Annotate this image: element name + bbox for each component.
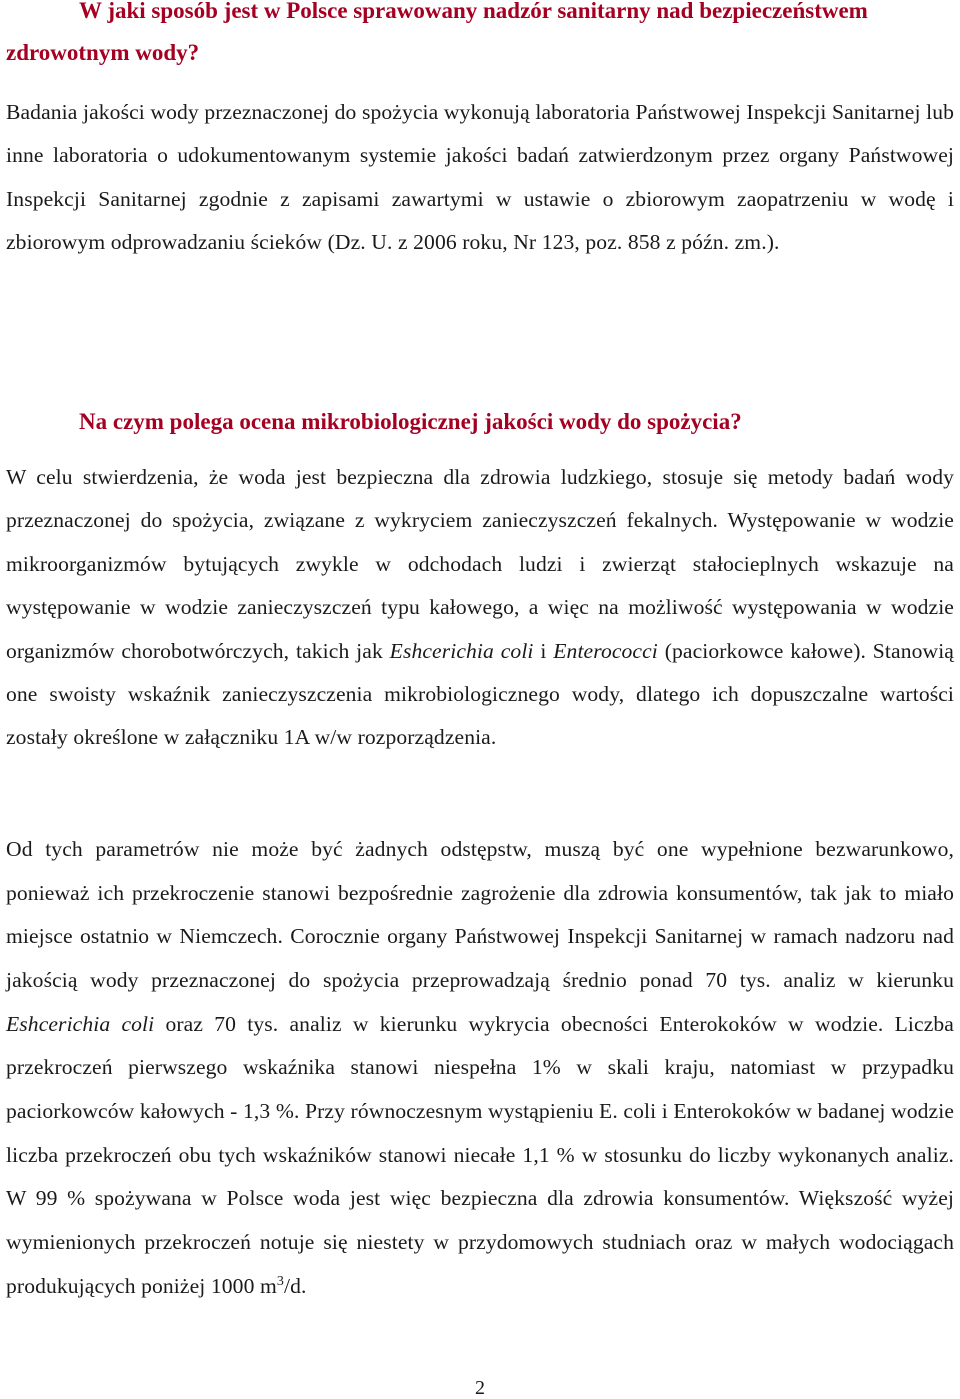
page-number: 2	[475, 1377, 485, 1399]
species-name-ecoli: Eshcerichia coli	[389, 638, 534, 663]
paragraph-fecal-contamination	[6, 456, 954, 760]
paragraph-3-text-end: /d.	[283, 1273, 307, 1298]
paragraph-3-text-middle: oraz 70 tys. analiz w kierunku wykrycia obecności Enterokoków w wodzie. Liczba przekroczeń pierwszego wskaźnika stanowi niespełna 1% w skali kraju, natomiast w przypadku paciorkowców kałowych - 1,3 %. Przy równoczesnym wystąpieniu E. coli i Enterokoków w badanej wodzie liczba przekroczeń obu tych wskaźników stanowi niecałe 1,1 % w stosunku do liczby wykonanych analiz. W 99 % spożywana w Polsce woda jest więc bezpieczna dla zdrowia konsumentów. Większość wyżej wymienionych przekroczeń notuje się niestety w przydomowych studniach oraz w małych wodociągach produkujących poniżej 1000 m	[6, 1011, 954, 1298]
paragraph-2-text-end: (paciorkowce kałowe). Stanowią one swoisty wskaźnik zanieczyszczenia mikrobiologicznego wody, dlatego ich dopuszczalne wartości zostały określone w załączniku 1A w/w rozporządzenia.	[6, 638, 954, 750]
paragraph-2-text-connector: i	[533, 638, 554, 663]
paragraph-inspection-statistics	[6, 828, 954, 1308]
species-name-ecoli-2: Eshcerichia coli	[6, 1011, 155, 1036]
paragraph-3-text-start: Od tych parametrów nie może być żadnych odstępstw, muszą być one wypełnione bezwarunkowo, ponieważ ich przekroczenie stanowi bezpośrednie zagrożenie dla zdrowia konsumentów, tak jak to miało miejsce ostatnio w Niemczech. Corocznie organy Państwowej Inspekcji Sanitarnej w ramach nadzoru nad jakością wody przeznaczonej do spożycia przeprowadzają średnio ponad 70 tys. analiz w kierunku	[6, 837, 954, 992]
section-heading-microbiological-assessment: Na czym polega ocena mikrobiologicznej jakości wody do spożycia?	[79, 409, 742, 434]
species-name-enterococci: Enterococci	[553, 638, 658, 663]
unit-superscript: 3	[276, 1273, 284, 1289]
paragraph-laboratory-testing: Badania jakości wody przeznaczonej do spożycia wykonują laboratoria Państwowej Inspekcji Sanitarnej lub inne laboratoria o udokumentowanym systemie jakości badań zatwierdzonym przez organy Państwowej Inspekcji Sanitarnej zgodnie z zapisami zawartymi w ustawie o zbiorowym zaopatrzeniu w wodę i zbiorowym odprowadzaniu ścieków (Dz. U. z 2006 roku, Nr 123, poz. 858 z późn. zm.).	[6, 100, 954, 254]
paragraph-2-text-start: W celu stwierdzenia, że woda jest bezpieczna dla zdrowia ludzkiego, stosuje się metody badań wody przeznaczonej do spożycia, związane z wykryciem zanieczyszczeń fekalnych. Występowanie w wodzie mikroorganizmów bytujących zwykle w odchodach ludzi i zwierząt stałocieplnych wskazuje na występowanie w wodzie zanieczyszczeń typu kałowego, a więc na możliwość występowania w wodzie organizmów chorobotwórczych, takich jak	[6, 465, 954, 663]
section-heading-water-supervision: W jaki sposób jest w Polsce sprawowany nadzór sanitarny nad bezpieczeństwem zdrowotnym wody?	[6, 0, 868, 65]
